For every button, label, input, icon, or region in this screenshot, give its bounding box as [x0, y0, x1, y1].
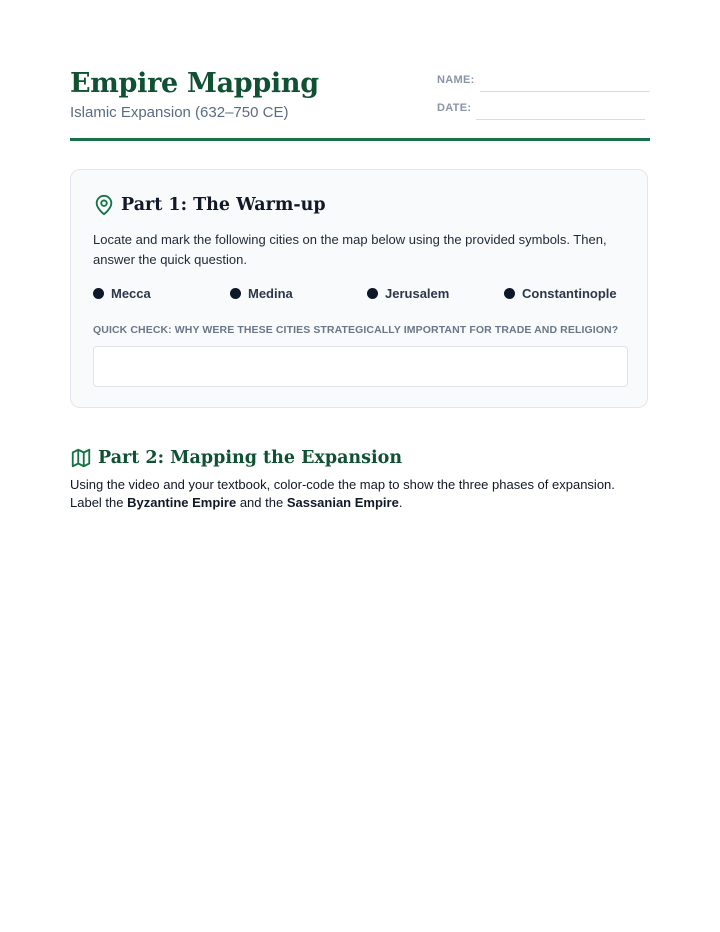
sassanian-empire-label: Sassanian Empire	[286, 495, 399, 510]
part2-instructions	[70, 476, 650, 512]
part2-text-2: and the	[236, 495, 287, 510]
page-title: Empire Mapping	[70, 68, 319, 99]
city-marker-icon	[230, 288, 241, 299]
part2-text-1: Using the video and your textbook, color-code the map to show the three phases of expansion. Label the	[70, 477, 615, 510]
part1-instructions: Locate and mark the following cities on the map below using the provided symbols. Then, answer the quick question.	[93, 232, 607, 267]
part1-card	[70, 169, 648, 408]
header-divider	[70, 138, 650, 141]
city-item-medina	[230, 286, 293, 301]
city-marker-icon	[367, 288, 378, 299]
date-label: DATE:	[437, 102, 472, 114]
city-list	[93, 286, 623, 304]
date-line[interactable]	[476, 119, 645, 120]
map-icon	[70, 447, 92, 469]
city-name: Medina	[248, 286, 293, 301]
city-name: Jerusalem	[385, 286, 450, 301]
part1-header	[93, 192, 326, 218]
city-name: Mecca	[111, 286, 151, 301]
part1-heading: Part 1: The Warm-up	[121, 195, 326, 215]
city-item-jerusalem	[367, 286, 449, 301]
part2-header	[70, 446, 402, 470]
city-item-constantinople	[504, 286, 617, 301]
part2-text-3: .	[398, 495, 403, 510]
date-field[interactable]	[437, 100, 650, 124]
city-marker-icon	[93, 288, 104, 299]
part2-heading: Part 2: Mapping the Expansion	[98, 448, 403, 468]
name-field[interactable]	[437, 72, 650, 96]
city-marker-icon	[504, 288, 515, 299]
quick-check-label: QUICK CHECK: WHY WERE THESE CITIES STRATEGICALLY IMPORTANT FOR TRADE AND RELIGION?	[93, 324, 619, 336]
city-name: Constantinople	[522, 286, 617, 301]
worksheet-header	[70, 66, 650, 138]
byzantine-empire-label: Byzantine Empire	[127, 495, 237, 510]
city-item-mecca	[93, 286, 151, 301]
name-label: NAME:	[437, 74, 475, 86]
map-pin-icon	[93, 194, 115, 216]
page-subtitle: Islamic Expansion (632–750 CE)	[70, 104, 289, 121]
quick-check-answer-box[interactable]	[93, 346, 628, 387]
name-line[interactable]	[480, 91, 650, 92]
